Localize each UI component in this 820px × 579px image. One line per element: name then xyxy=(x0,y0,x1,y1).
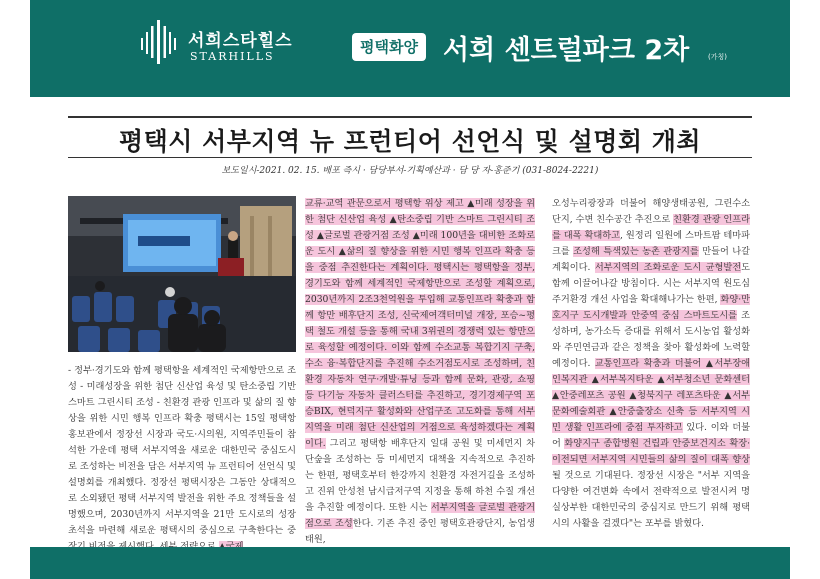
article-headline: 평택시 서부지역 뉴 프런티어 선언식 및 설명회 개최 xyxy=(118,127,702,156)
article-column-1 xyxy=(68,363,296,555)
column-2-text-0: 교류·교역 관문으로서 평택항 위상 제고 ▲미래 성장을 위한 첨단 신산업 육성 ▲탄소중립 기반 스마트 그린시티 조성 ▲글로벌 관광거점 조성 ▲미래 100년을 대비한 조화로운 도시 ▲삶의 질 향상을 위한 시민 행복 인프라 확충 등을 중점 추진한다는 계획이다. 평택시는 평택항을 정부, 경기도와 함께 세계적인 국제항만으로 조성할 계획으로, 2030년까지 2조3천억원을 투입해 교통인프라 확충과 함께 항만 배후단지 조성, 신국제여객터미널 개장, 포승~평택 철도 개설 등을 통해 국내 3위권의 경쟁력 있는 항만으로 육성할 예정이다. 이와 함께 수소교통 복합기지 구축, 수소 융·복합단지를 추진해 수소거점도시로 조성하며, 친환경 자동차 연구·개발·튜닝 등과 함께 문화, 관광, 쇼핑 등 다기능 자동차 클러스터를 추진하고, 경기경제구역 포승BIX, 현덕지구 활성화와 산업구조 고도화를 통해 서부지역을 미래 첨단 신산업의 거점으로 육성하겠다는 계획이다. xyxy=(305,198,535,449)
bottom-banner xyxy=(30,547,790,579)
provisional-note: (가칭) xyxy=(708,53,727,61)
event-photo xyxy=(68,196,296,352)
column-3-text-2: , 원정리 일원에 스마트팜 테마파크를 xyxy=(552,230,750,257)
project-title: 서희 센트럴파크 2차 xyxy=(443,35,690,66)
column-3-text-6: 도 함께 이끌어나갈 방침이다. 시는 서부지역 원도심 주거환경 개선 사업을 확대해나가는 한편, xyxy=(552,262,750,305)
headline-top-rule xyxy=(68,116,752,118)
article-column-2 xyxy=(305,196,535,548)
starhills-logo-icon xyxy=(140,20,178,64)
article-dateline: 보도일시-2021. 02. 15. 배포 즉시 · 담당부서-기획예산과 · 담 당 자-홍준기 (031-8024-2221) xyxy=(221,166,599,176)
column-3-text-9: 교통인프라 확충과 더불어 ▲서부장애인복지관 ▲서부복지타운 ▲서부청소년 문화센터 ▲안중레포츠 공원 ▲청북지구 레포츠타운 ▲서부문화예술회관 ▲안중출장소 신축 등 서부지역 시민 생활 인프라에 중점 투자하고 xyxy=(552,358,750,433)
column-3-text-0: 오성누리광장과 더불어 해양생태공원, 그린수소단지, 수변 친수공간 추진으로 xyxy=(552,198,750,225)
column-3-text-7: 화양·만호지구 도시개발과 안중역 중심 스마트도시를 xyxy=(552,294,750,321)
article-column-3 xyxy=(552,196,750,532)
column-3-text-1: 친환경 관광 인프라를 대폭 확대하고 xyxy=(552,214,750,241)
column-3-text-5: 서부지역의 조화로운 도시 균형발전 xyxy=(594,262,742,273)
column-3-text-12: 될 것으로 기대된다. 정장선 시장은 "서부 지역을 다양한 여건변화 속에서 전략적으로 발전시켜 명실상부한 대한민국의 중심지로 만드기 위해 평택시의 사활을 걸겠다"는 포부를 밝혔다. xyxy=(552,470,750,529)
column-3-text-8: 조성하며, 농가소득 증대를 위해서 도시농업 활성화와 주민연금과 같은 정책을 찾아 활성화에 노력할 예정이다. xyxy=(552,310,751,369)
column-2-text-3: 한다. 기존 추진 중인 평택호관광단지, 농업생태원, xyxy=(305,518,535,545)
column-3-text-3: 조성해 특색있는 농촌 관광지를 xyxy=(573,246,699,257)
brand-name-korean: 서희스타힐스 xyxy=(188,31,293,51)
column-3-text-4: 만들어 나갈 계획이다. xyxy=(552,246,751,273)
column-3-text-10: 있다. 이와 더불어 xyxy=(552,422,751,449)
column-1-text-0: - 정부·경기도와 함께 평택항을 세계적인 국제항만으로 조성 - 미래성장을 위한 첨단 신산업 육성 및 탄소중립 기반 스마트 그린시티 조성 - 친환경 관광 인프라 및 삶의 질 향상을 위한 시민 행복 인프라 확충 평택시는 15일 평택항 홍보관에서 정장선 시장과 국도·시의원, 지역주민들이 참석한 가운데 평택 서부지역을 새로운 대한민국 중심도시로 조성하는 비전을 담은 서부지역 뉴 프런티어 선언식 및 설명회를 개최했다. 정장선 평택시장은 그동안 상대적으로 소외됐던 평택 서부지역 발전을 위한 주요 정책들을 설명했으며, 2030년까지 서부지역을 21만 도시로의 성장 초석을 마련해 새로운 평택시의 중심으로 구축한다는 중 xyxy=(68,365,296,536)
headline-bottom-rule xyxy=(68,157,752,158)
column-2-text-1: 그리고 평택항 배후단지 일대 공원 및 미세먼지 차단숲을 조성하는 등 미세먼지 대책을 지속적으로 추진하는 한편, 평택호부터 한강까지 친환경 자전거길을 조성하고 진위 안성천 남시급저구역 지정을 통해 하천 수질 개선을 추진할 예정이다. 또한 시는 xyxy=(305,438,535,513)
top-banner xyxy=(30,0,790,97)
column-2-text-2: 서부지역을 글로벌 관광거점으로 조성 xyxy=(305,502,535,529)
column-3-text-11: 화양지구 종합병원 건립과 안중보건지소 확장·이전되면 서부지역 시민들의 삶의 질이 대폭 향상 xyxy=(552,438,750,465)
brand-name-english: STARHILLS xyxy=(190,50,275,63)
location-badge: 평택화양 xyxy=(352,33,426,61)
